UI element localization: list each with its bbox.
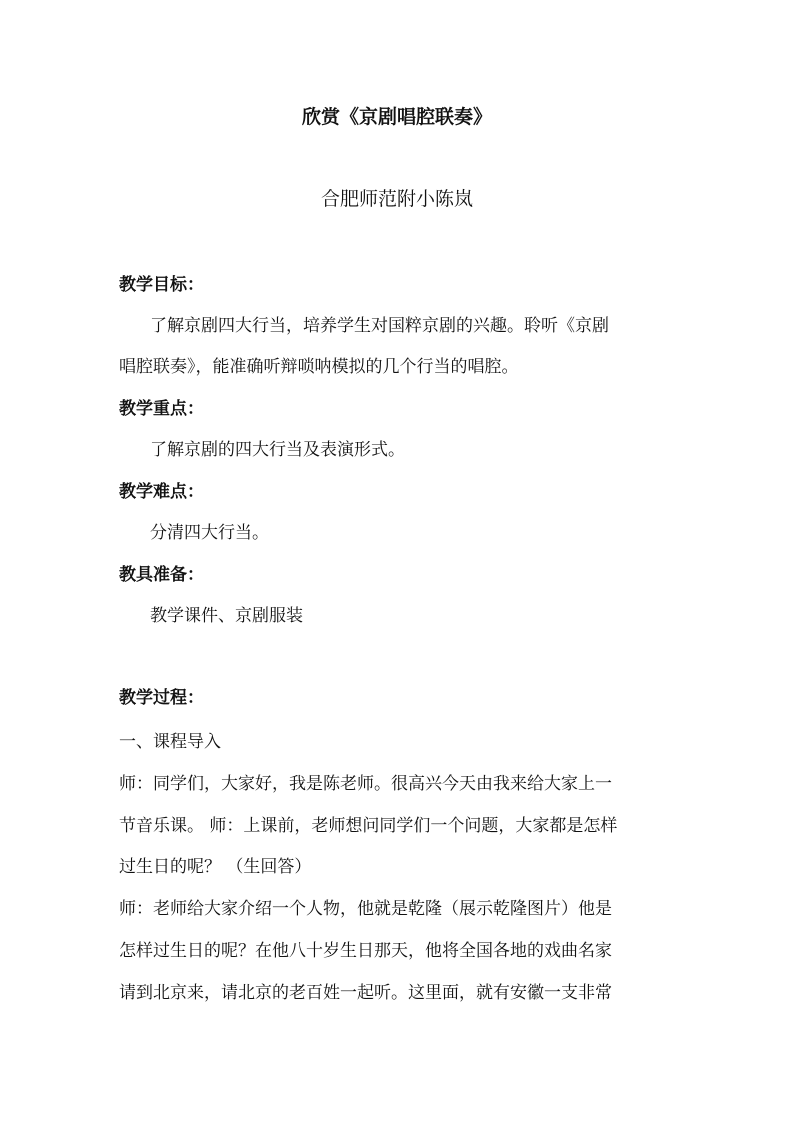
process-subheading: 一、课程导入 (119, 732, 221, 752)
section-heading-key-points: 教学重点： (119, 399, 204, 419)
section-heading-materials: 教具准备： (119, 565, 204, 585)
section-heading-objectives: 教学目标： (119, 275, 204, 295)
paragraph-line: 教学课件、京剧服装 (150, 606, 303, 626)
paragraph-line: 了解京剧四大行当，培养学生对国粹京剧的兴趣。聆听《京剧 (150, 316, 609, 336)
paragraph-line: 师：同学们，大家好，我是陈老师。很高兴今天由我来给大家上一 (119, 774, 612, 794)
document-title: 欣赏《京剧唱腔联奏》 (301, 106, 492, 128)
paragraph-line: 了解京剧的四大行当及表演形式。 (150, 440, 405, 460)
section-heading-difficulties: 教学难点： (119, 482, 204, 502)
author-line: 合肥师范附小陈岚 (320, 188, 473, 210)
paragraph-line: 请到北京来，请北京的老百姓一起听。这里面，就有安徽一支非常 (119, 983, 612, 1003)
section-heading-process: 教学过程： (119, 688, 204, 708)
paragraph-line: 过生日的呢？ （生回答） (119, 857, 312, 877)
paragraph-line: 师：老师给大家介绍一个人物，他就是乾隆（展示乾隆图片）他是 (119, 899, 612, 919)
paragraph-line: 分清四大行当。 (150, 523, 269, 543)
paragraph-line: 唱腔联奏》，能准确听辩唢呐模拟的几个行当的唱腔。 (119, 357, 519, 377)
paragraph-line: 怎样过生日的呢？在他八十岁生日那天，他将全国各地的戏曲名家 (119, 941, 612, 961)
paragraph-line: 节音乐课。 师：上课前，老师想问同学们一个问题，大家都是怎样 (119, 816, 618, 836)
